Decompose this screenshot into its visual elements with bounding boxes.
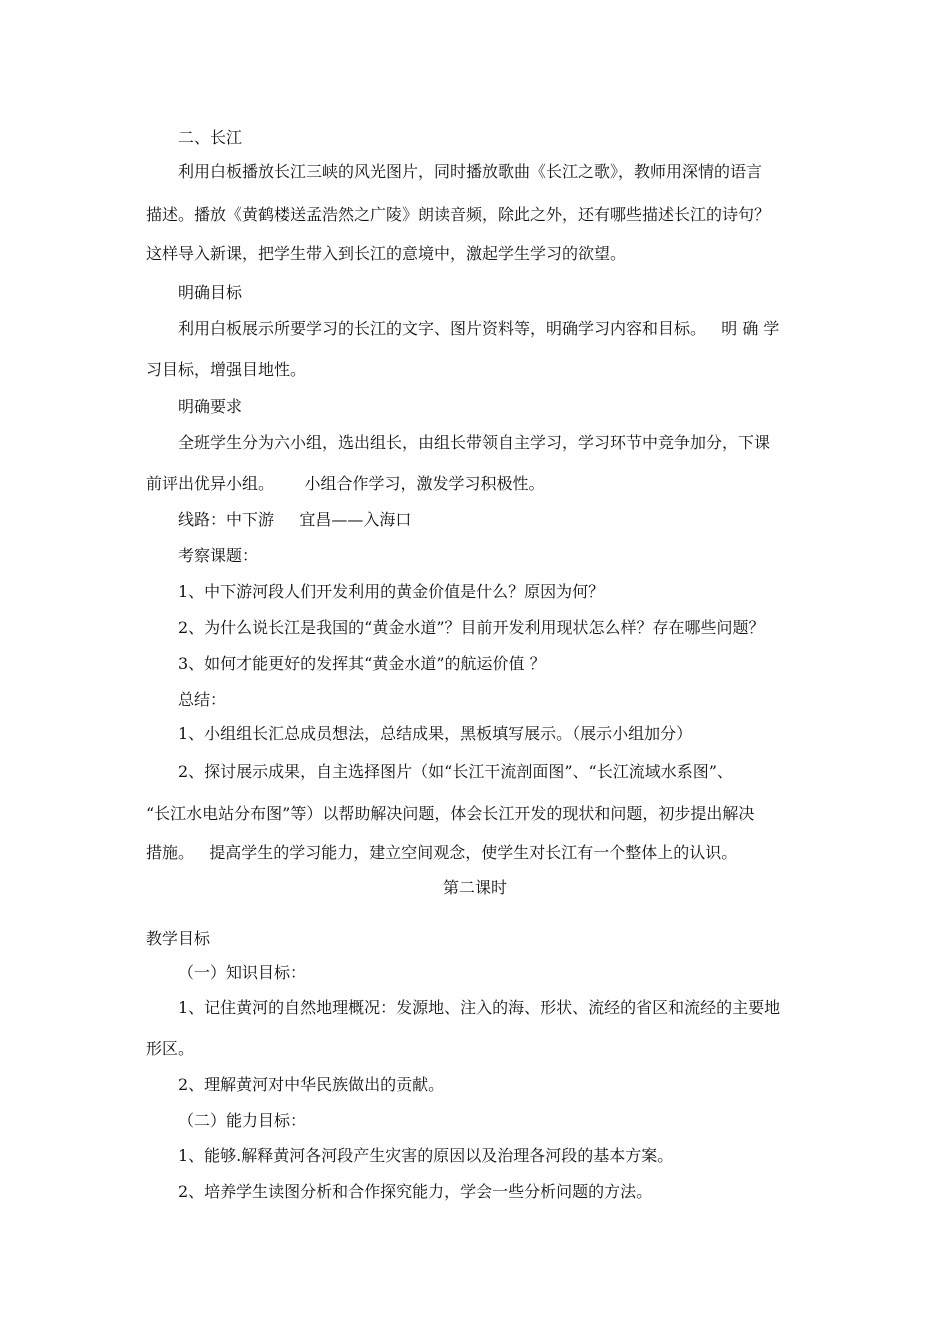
list-item: 1、小组组长汇总成员想法，总结成果，黑板填写展示。（展示小组加分） bbox=[178, 724, 693, 743]
subheading-summary: 总结： bbox=[178, 690, 227, 709]
paragraph-line: 形区。 bbox=[146, 1039, 195, 1058]
paragraph-line: 这样导入新课，把学生带入到长江的意境中，激起学生学习的欲望。 bbox=[146, 244, 627, 263]
list-item: 1、记住黄河的自然地理概况：发源地、注入的海、形状、流经的省区和流经的主要地 bbox=[178, 998, 781, 1017]
list-item: 1、中下游河段人们开发利用的黄金价值是什么？原因为何？ bbox=[178, 582, 605, 601]
list-item: 2、培养学生读图分析和合作探究能力，学会一些分析问题的方法。 bbox=[178, 1182, 653, 1201]
paragraph-line: 全班学生分为六小组，选出组长，由组长带领自主学习，学习环节中竞争加分，下课 bbox=[178, 433, 771, 452]
subheading-requirements: 明确要求 bbox=[178, 397, 243, 416]
paragraph-line: 利用白板播放长江三峡的风光图片，同时播放歌曲《长江之歌》，教师用深情的语言 bbox=[178, 162, 763, 181]
paragraph-line: 措施。 提高学生的学习能力，建立空间观念，使学生对长江有一个整体上的认识。 bbox=[146, 843, 738, 862]
section-heading-yangtze: 二、长江 bbox=[178, 128, 243, 147]
route-line: 线路：中下游 宜昌——入海口 bbox=[178, 510, 412, 529]
knowledge-goals-heading: （一）知识目标： bbox=[178, 963, 307, 982]
paragraph-line: “长江水电站分布图”等）以帮助解决问题，体会长江开发的现状和问题，初步提出解决 bbox=[146, 804, 755, 823]
paragraph-line: 习目标，增强目地性。 bbox=[146, 360, 307, 379]
paragraph-line: 利用白板展示所要学习的长江的文字、图片资料等，明确学习内容和目标。 明 确 学 bbox=[178, 319, 780, 338]
ability-goals-heading: （二）能力目标： bbox=[178, 1111, 307, 1130]
paragraph-line: 描述。播放《黄鹤楼送孟浩然之广陵》朗读音频，除此之外，还有哪些描述长江的诗句？ bbox=[146, 205, 771, 224]
paragraph-line: 前评出优异小组。 小组合作学习，激发学习积极性。 bbox=[146, 474, 545, 493]
subheading-goals: 明确目标 bbox=[178, 283, 243, 302]
list-item: 2、理解黄河对中华民族做出的贡献。 bbox=[178, 1075, 445, 1094]
list-item: 2、探讨展示成果，自主选择图片（如“长江干流剖面图”、“长江流域水系图”、 bbox=[178, 762, 733, 781]
lesson-title: 第二课时 bbox=[442, 878, 507, 897]
teaching-goals-heading: 教学目标 bbox=[146, 929, 211, 948]
list-item: 3、如何才能更好的发挥其“黄金水道”的航运价值 ？ bbox=[178, 654, 546, 673]
list-item: 2、为什么说长江是我国的“黄金水道”？目前开发利用现状怎么样？存在哪些问题？ bbox=[178, 618, 765, 637]
subheading-topics: 考察课题： bbox=[178, 546, 259, 565]
list-item: 1、能够.解释黄河各河段产生灾害的原因以及治理各河段的基本方案。 bbox=[178, 1146, 674, 1165]
